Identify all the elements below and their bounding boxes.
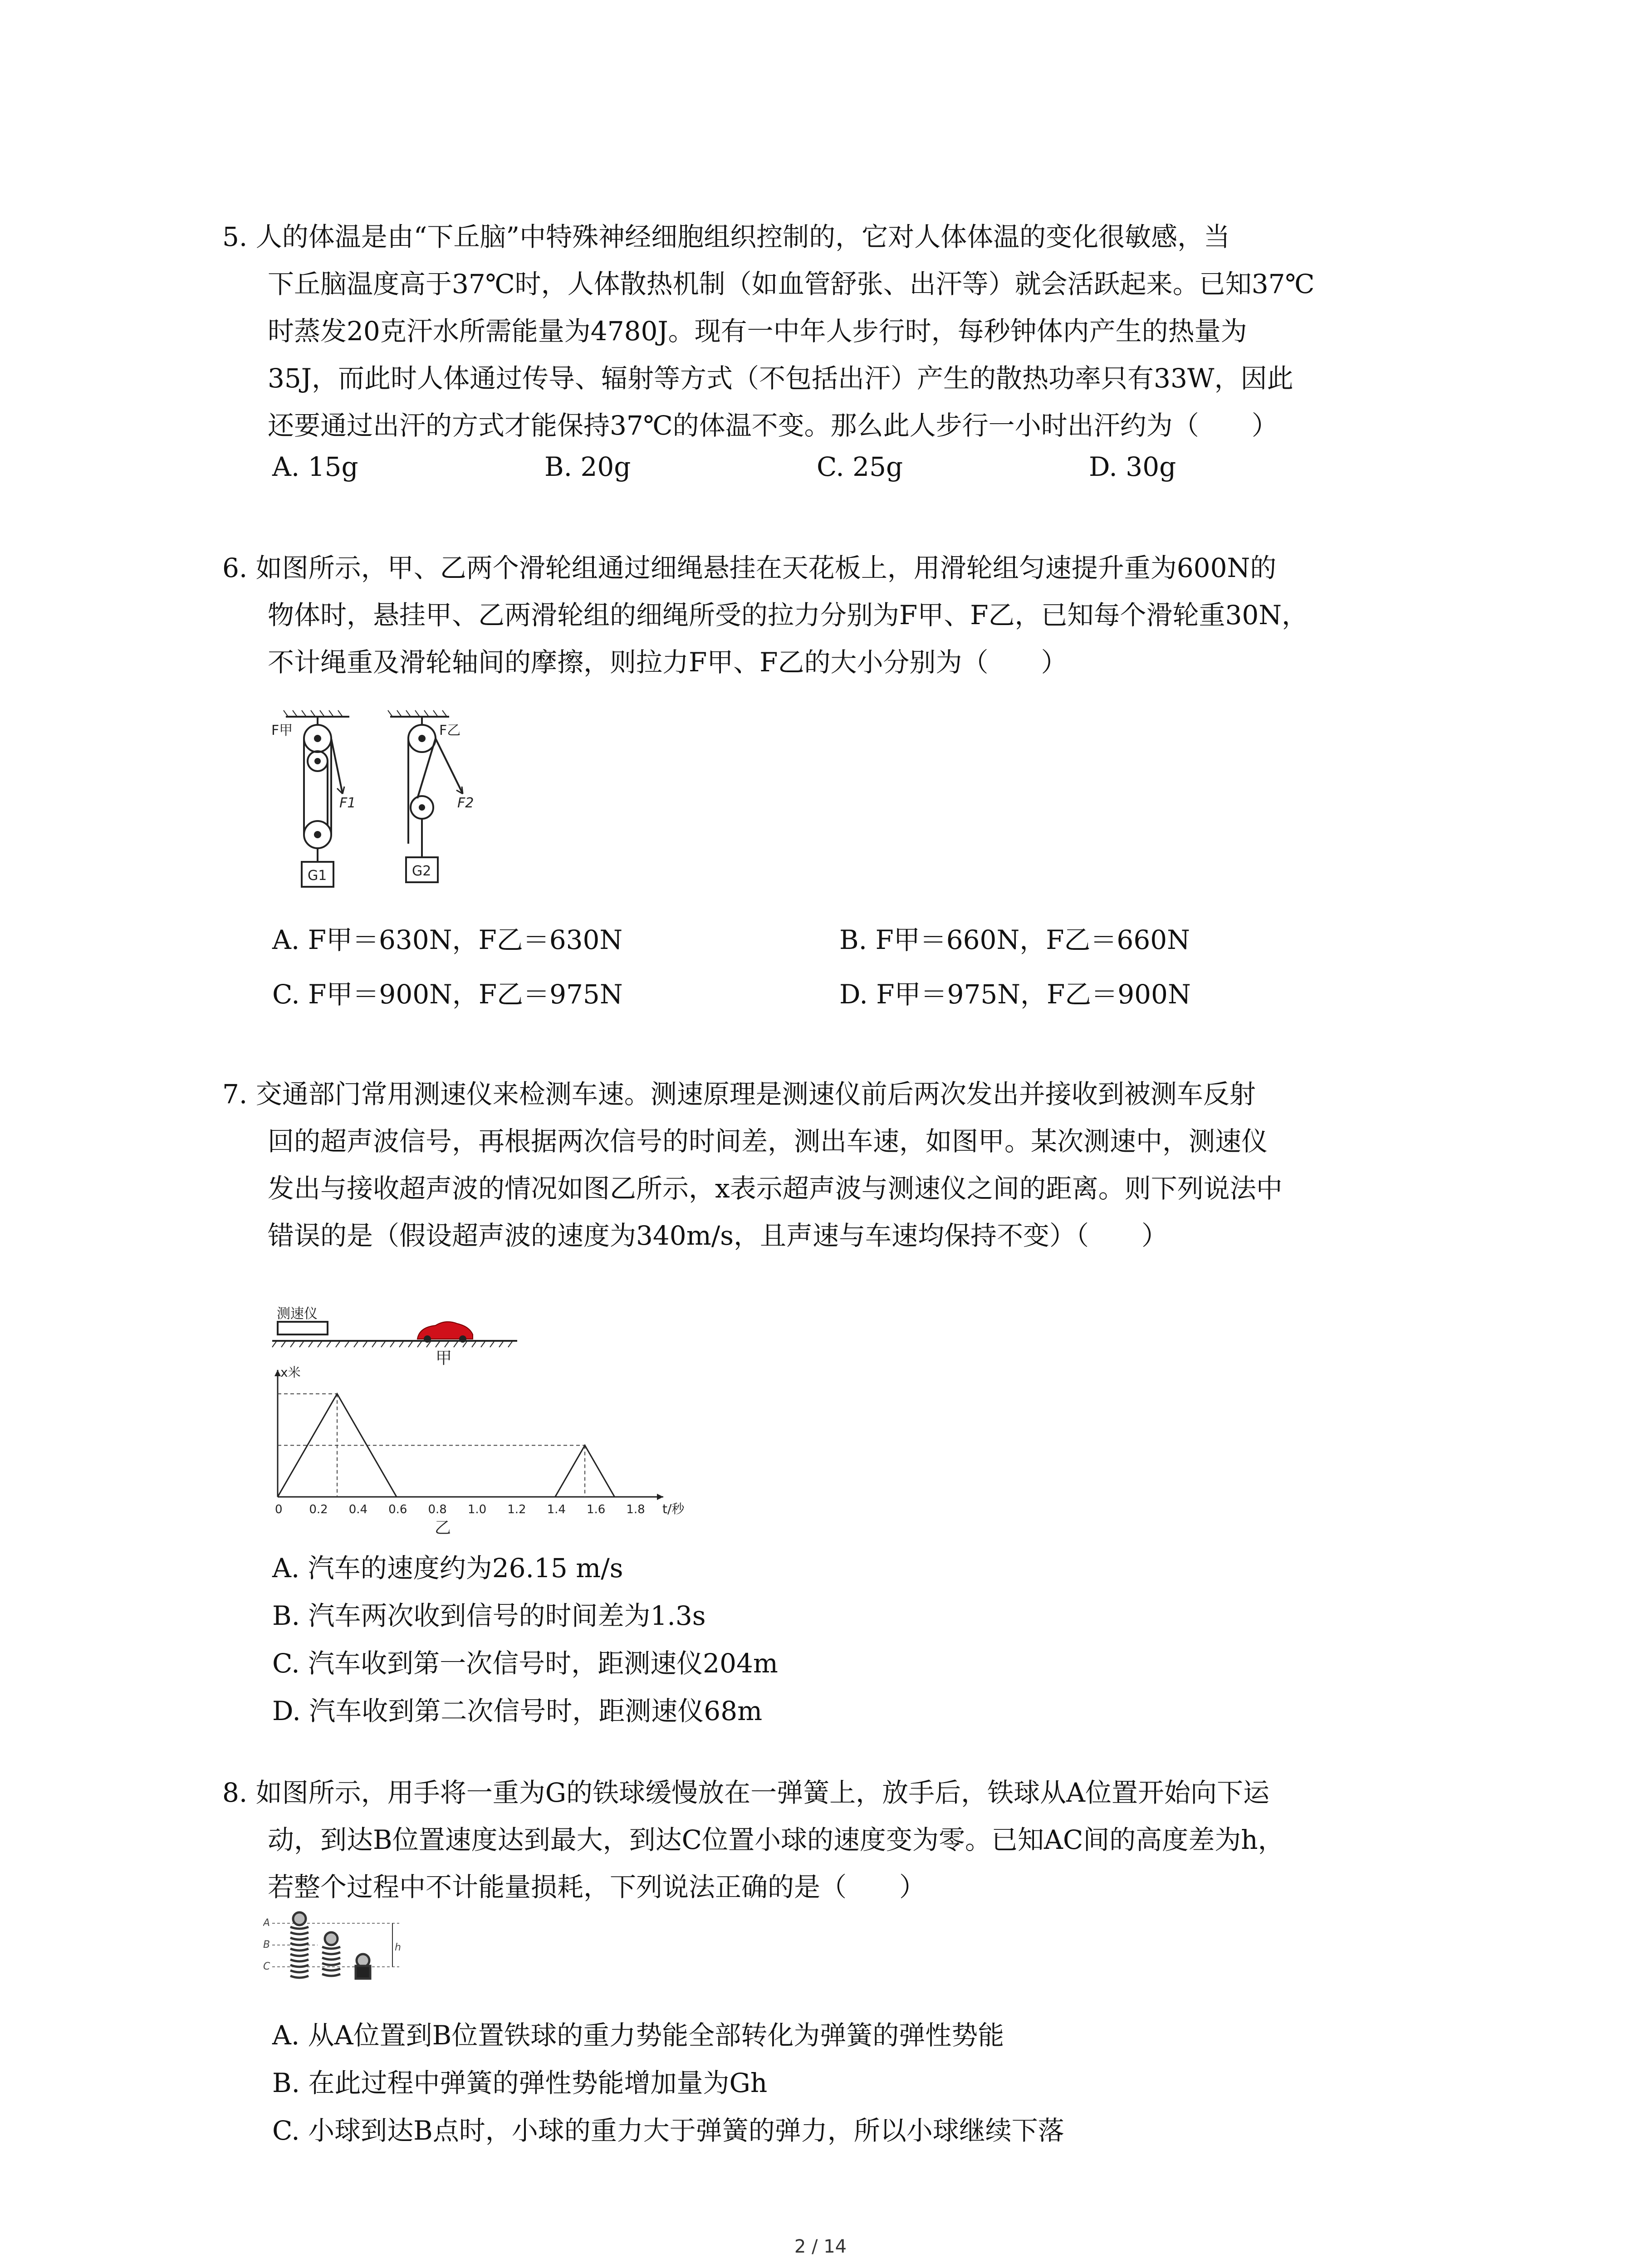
label-jia: 甲: [436, 1349, 452, 1368]
label-f1: F1: [339, 795, 356, 811]
question-5: [222, 213, 1447, 449]
x-tick-label: 0.6: [388, 1503, 407, 1516]
label-f2: F2: [457, 795, 474, 811]
detector-box: [278, 1322, 328, 1334]
question-7-line-4: 错误的是（假设超声波的速度为340m/s，且声速与车速均保持不变）（ ）: [268, 1220, 1168, 1251]
ceiling-left: [284, 710, 349, 717]
question-6: [222, 544, 1447, 686]
question-6-line-2: 物体时，悬挂甲、乙两滑轮组的细绳所受的拉力分别为F甲、F乙，已知每个滑轮重30N，: [268, 600, 1308, 631]
x-tick-label: 1.4: [547, 1503, 566, 1516]
question-6-line-3: 不计绳重及滑轮轴间的摩擦，则拉力F甲、F乙的大小分别为（ ）: [268, 647, 1068, 678]
question-7-line-2: 回的超声波信号，再根据两次信号的时间差，测出车速，如图甲。某次测速中，测速仪: [268, 1126, 1268, 1157]
question-6-option-d: D. F甲＝975N，F乙＝900N: [839, 979, 1191, 1010]
question-8: [222, 1769, 1447, 1911]
x-tick-label: 0.4: [348, 1503, 368, 1516]
question-6-line-1: 6. 如图所示，甲、乙两个滑轮组通过细绳悬挂在天花板上，用滑轮组匀速提升重为600N的: [222, 552, 1277, 583]
spring-1: [290, 1912, 309, 1978]
question-8-line-1: 8. 如图所示，用手将一重为G的铁球缓慢放在一弹簧上，放手后，铁球从A位置开始向下运: [222, 1777, 1269, 1808]
question-5-option-b: B. 20g: [544, 451, 631, 482]
chart-x-label: t/秒: [662, 1501, 685, 1516]
label-detector: 测速仪: [277, 1306, 318, 1322]
label-h: h: [395, 1942, 401, 1953]
question-5-line-2: 下丘脑温度高于37℃时，人体散热机制（如血管舒张、出汗等）就会活跃起来。已知37℃: [268, 269, 1315, 299]
question-6-option-b: B. F甲＝660N，F乙＝660N: [839, 924, 1190, 955]
question-5-option-a: A. 15g: [272, 451, 358, 482]
x-tick-label: 1.6: [586, 1503, 606, 1516]
label-b: B: [263, 1939, 270, 1950]
speed-detector-figure: [268, 1302, 703, 1538]
x-t-chart: [274, 1370, 663, 1516]
question-5-option-c: C. 25g: [817, 451, 903, 482]
label-f-jia: F甲: [271, 723, 293, 738]
label-c: C: [263, 1961, 270, 1972]
page-number: 2 / 14: [794, 2236, 847, 2257]
question-8-option-b: B. 在此过程中弹簧的弹性势能增加量为Gh: [272, 2068, 768, 2098]
question-8-option-c: C. 小球到达B点时，小球的重力大于弹簧的弹力，所以小球继续下落: [272, 2115, 1064, 2146]
question-7-option-a: A. 汽车的速度约为26.15 m/s: [272, 1553, 623, 1584]
question-7-option-d: D. 汽车收到第二次信号时，距测速仪68m: [272, 1696, 763, 1726]
question-6-option-c: C. F甲＝900N，F乙＝975N: [272, 979, 623, 1010]
label-g2: G2: [412, 863, 431, 879]
spring-figure: [263, 1910, 426, 1996]
question-5-line-3: 时蒸发20克汗水所需能量为4780J。现有一中年人步行时，每秒钟体内产生的热量为: [268, 316, 1247, 347]
spring-3: [356, 1954, 370, 1979]
label-a: A: [263, 1917, 270, 1929]
car-icon: [417, 1322, 473, 1343]
question-5-line-5: 还要通过出汗的方式才能保持37℃的体温不变。那么此人步行一小时出汗约为（ ）: [268, 410, 1278, 441]
question-7: [222, 1070, 1447, 1259]
question-8-line-2: 动，到达B位置速度达到最大，到达C位置小球的速度变为零。已知AC间的高度差为h，: [268, 1824, 1284, 1855]
y-axis-arrow: [274, 1370, 281, 1376]
x-axis-arrow: [657, 1494, 663, 1500]
question-8-option-a: A. 从A位置到B位置铁球的重力势能全部转化为弹簧的弹性势能: [272, 2020, 1004, 2051]
x-tick-label: 0.8: [428, 1503, 447, 1516]
question-8-line-3: 若整个过程中不计能量损耗，下列说法正确的是（ ）: [268, 1872, 926, 1902]
question-5-line-4: 35J，而此时人体通过传导、辐射等方式（不包括出汗）产生的散热功率只有33W，因此: [268, 363, 1293, 394]
question-5-line-1: 5. 人的体温是由“下丘脑”中特殊神经细胞组织控制的，它对人体体温的变化很敏感，当: [222, 221, 1230, 252]
x-tick-label: 1.8: [626, 1503, 645, 1516]
question-6-option-a: A. F甲＝630N，F乙＝630N: [272, 924, 623, 955]
x-tick-label: 1.2: [507, 1503, 526, 1516]
pulley-figure: [268, 708, 504, 907]
question-5-option-d: D. 30g: [1089, 451, 1176, 482]
pulley-set-yi: [406, 717, 463, 882]
pulley-set-jia: [302, 717, 344, 887]
label-yi: 乙: [435, 1519, 451, 1537]
ceiling-right: [388, 710, 449, 717]
label-f-yi: F乙: [439, 723, 461, 738]
chart-y-label: x米: [280, 1365, 301, 1380]
road-hatch: [272, 1341, 513, 1347]
question-7-option-c: C. 汽车收到第一次信号时，距测速仪204m: [272, 1648, 778, 1679]
x-tick-label: 0: [275, 1503, 283, 1516]
question-7-option-b: B. 汽车两次收到信号的时间差为1.3s: [272, 1600, 706, 1631]
x-tick-label: 0.2: [309, 1503, 328, 1516]
question-7-line-1: 7. 交通部门常用测速仪来检测车速。测速原理是测速仪前后两次发出并接收到被测车反射: [222, 1079, 1256, 1110]
spring-2: [322, 1932, 340, 1976]
question-7-line-3: 发出与接收超声波的情况如图乙所示，x表示超声波与测速仪之间的距离。则下列说法中: [268, 1173, 1283, 1204]
label-g1: G1: [308, 868, 327, 884]
x-tick-label: 1.0: [467, 1503, 487, 1516]
